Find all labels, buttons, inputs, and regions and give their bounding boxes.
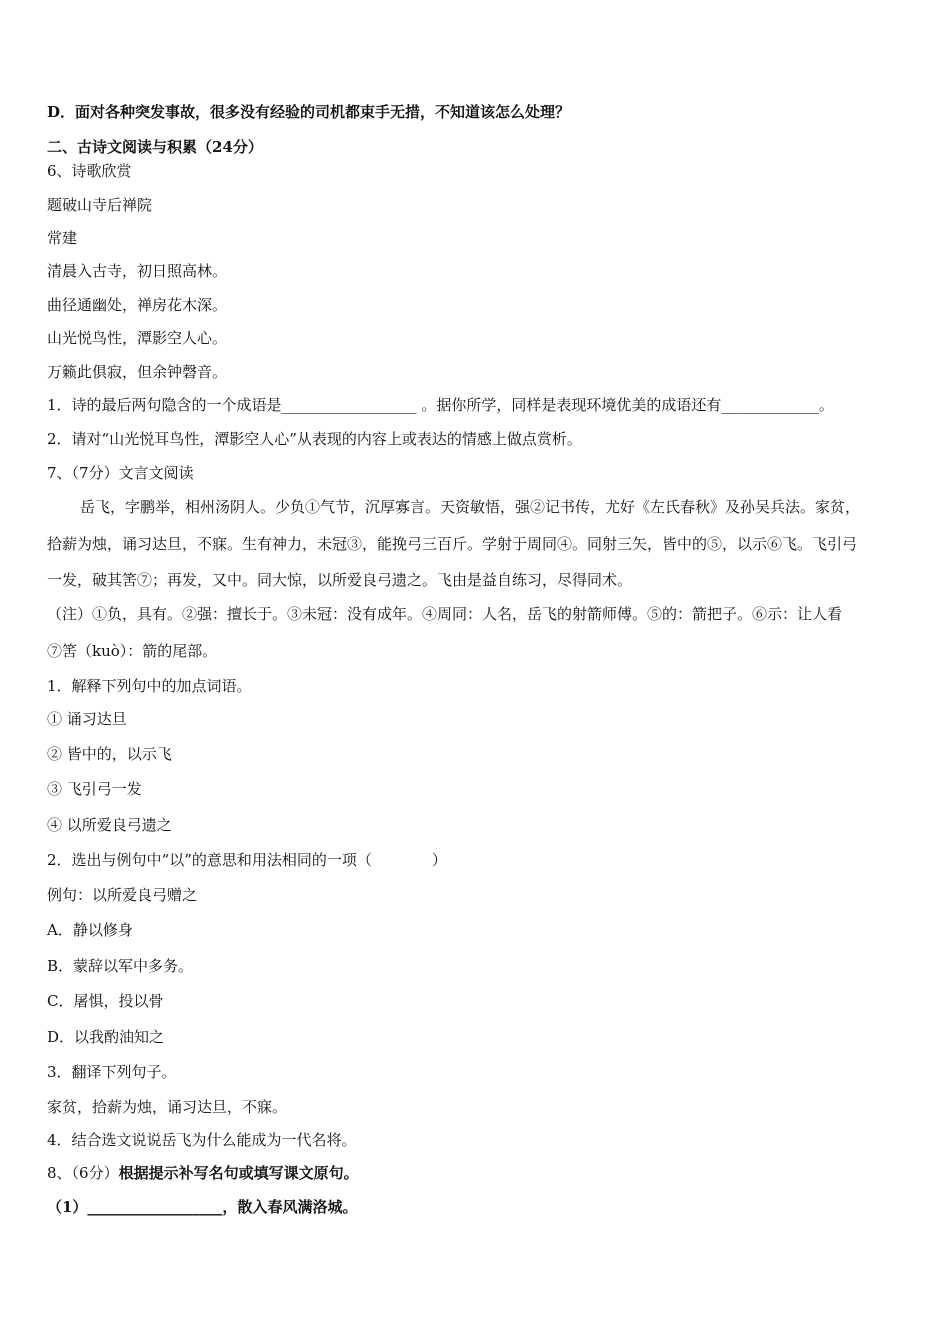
q7-sub2: 2．选出与例句中“以”的意思和用法相同的一项（ ） [47,851,447,869]
q7-sub2-option-d: D．以我酌油知之 [47,1028,165,1046]
poem-line-2: 曲径通幽处，禅房花木深。 [47,296,228,314]
q8-heading [47,1163,359,1183]
q6-sub1: 1．诗的最后两句隐含的一个成语是__________________ 。据你所学，同样是表现环境优美的成语还有_____________。 [47,396,834,414]
q7-sub2-option-c: C．屠惧，投以骨 [47,992,164,1010]
passage-line-3: 一发，破其筈⑦；再发，又中。同大惊，以所爱良弓遗之。飞由是益自练习，尽得同术。 [47,571,633,589]
q6-heading: 6、诗歌欣赏 [47,162,132,180]
q7-heading: 7、（7分）文言文阅读 [47,464,194,482]
q7-sub1-item-3: ③ 飞引弓一发 [47,780,142,798]
passage-line-2: 拾薪为烛，诵习达旦，不寐。生有神力，未冠③，能挽弓三百斤。学射于周同④。同射三矢，皆中的⑤，以示⑥飞。飞引弓 [47,535,858,553]
q8-heading-text: 根据提示补写名句或填写课文原句。 [118,1164,359,1182]
section2-title: 二、古诗文阅读与积累（24分） [47,138,263,156]
q8-heading-number: 8、（6分） [47,1164,119,1182]
q7-sub2-option-b: B．蒙辞以军中多务。 [47,957,194,975]
q8-item-1: （1）__________________，散入春风满洛城。 [47,1198,358,1216]
q7-sub1-item-4: ④ 以所爱良弓遗之 [47,816,172,834]
poem-line-4: 万籁此俱寂，但余钟磬音。 [47,363,228,381]
poem-line-3: 山光悦鸟性，潭影空人心。 [47,329,228,347]
q7-sub1: 1．解释下列句中的加点词语。 [47,677,252,695]
poem-title: 题破山寺后禅院 [47,196,153,214]
poem-author: 常建 [47,229,78,247]
q6-sub2: 2．请对“山光悦耳鸟性，潭影空人心”从表现的内容上或表达的情感上做点赏析。 [47,430,582,448]
q7-sub1-item-1: ① 诵习达旦 [47,710,127,728]
q7-sub1-item-2: ② 皆中的，以示飞 [47,745,172,763]
notes-line-1: （注）①负，具有。②强：擅长于。③未冠：没有成年。④周同：人名，岳飞的射箭师傅。⑤的：箭把子。⑥示：让人看 [47,605,843,623]
q5-option-d: D．面对各种突发事故，很多没有经验的司机都束手无措，不知道该怎么处理？ [47,103,571,121]
q7-sub3-sentence: 家贫，拾薪为烛，诵习达旦，不寐。 [47,1098,288,1116]
q7-sub2-example: 例句：以所爱良弓赠之 [47,886,198,904]
q7-sub4: 4．结合选文说说岳飞为什么能成为一代名将。 [47,1131,357,1149]
notes-line-2: ⑦筈（kuò）：箭的尾部。 [47,642,218,660]
q7-sub2-option-a: A．静以修身 [47,921,133,939]
passage-line-1: 岳飞，字鹏举，相州汤阴人。少负①气节，沉厚寡言。天资敏悟，强②记书传，尤好《左氏春秋》及孙吴兵法。家贫， [80,498,861,516]
poem-line-1: 清晨入古寺，初日照高林。 [47,262,228,280]
q7-sub3: 3．翻译下列句子。 [47,1063,177,1081]
